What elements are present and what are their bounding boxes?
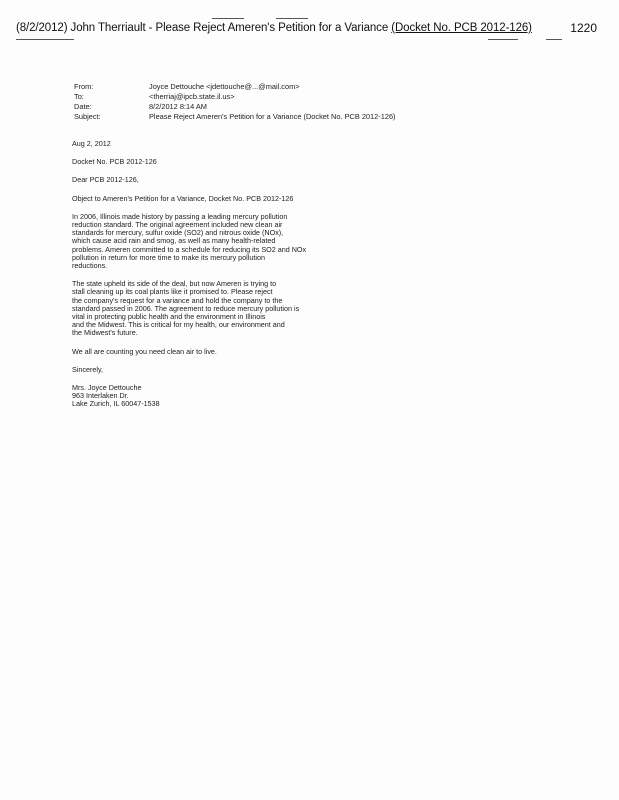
header-date: (8/2/2012) <box>16 22 68 34</box>
from-label: From: <box>74 82 94 91</box>
paragraph-2 <box>72 280 342 337</box>
paragraph-line: pollution in return for more time to make its mercury pollution <box>72 252 265 262</box>
header-docket: (Docket No. PCB 2012-126) <box>391 22 532 34</box>
header-rule <box>276 18 308 19</box>
date-label: Date: <box>74 102 92 111</box>
header-author: John Therriault <box>70 22 146 34</box>
paragraph-line: the Midwest's future. <box>72 328 138 338</box>
paragraph-line: The state upheld its side of the deal, but now Ameren is trying to <box>72 279 277 289</box>
header-separator: - <box>148 22 153 34</box>
page-number: 1220 <box>570 21 597 35</box>
from-value: Joyce Dettouche <jdettouche@...@mail.com> <box>149 82 300 91</box>
subject-label: Subject: <box>74 112 101 121</box>
paragraph-line: reduction standard. The original agreement included new clean air <box>72 220 283 230</box>
email-meta <box>74 82 396 122</box>
email-body <box>72 140 342 419</box>
header-rule <box>546 39 562 40</box>
subject-value: Please Reject Ameren's Petition for a Variance (Docket No. PCB 2012-126) <box>149 112 396 121</box>
paragraph-3: We all are counting you need clean air to live. <box>72 346 217 356</box>
signature-block <box>72 384 342 409</box>
body-recipient-line: Dear PCB 2012-126, <box>72 175 139 185</box>
paragraph-line: problems. Ameren committed to a schedule for reducing its SO2 and NOx <box>72 244 307 254</box>
paragraph-line: stall cleaning up its coal plants like it promised to. Please reject <box>72 287 273 297</box>
date-value: 8/2/2012 8:14 AM <box>149 102 207 111</box>
paragraph-line: reductions. <box>72 261 108 271</box>
body-docket-line: Docket No. PCB 2012-126 <box>72 157 157 167</box>
paragraph-line: and the Midwest. This is critical for my health, our environment and <box>72 320 285 330</box>
paragraph-1 <box>72 213 342 270</box>
body-date-line: Aug 2, 2012 <box>72 139 111 148</box>
paragraph-line: the company's request for a variance and hold the company to the <box>72 295 283 305</box>
paragraph-line: standard passed in 2006. The agreement to reduce mercury pollution is <box>72 303 300 313</box>
signature-city: Lake Zurich, IL 60047-1538 <box>72 399 160 409</box>
closing: Sincerely, <box>72 364 104 374</box>
signature-street: 963 Interlaken Dr. <box>72 391 129 401</box>
meta-row-to <box>74 92 396 102</box>
paragraph-line: which cause acid rain and smog, as well as many health-related <box>72 236 276 246</box>
signature-name: Mrs. Joyce Dettouche <box>72 383 142 393</box>
meta-row-subject <box>74 112 396 122</box>
body-re-line: Object to Ameren's Petition for a Variance, Docket No. PCB 2012-126 <box>72 193 294 203</box>
meta-row-date <box>74 102 396 112</box>
paragraph-line: standards for mercury, sulfur oxide (SO2) and nitrous oxide (NOx), <box>72 228 284 238</box>
to-value: <therriaj@ipcb.state.il.us> <box>149 92 235 101</box>
paragraph-line: vital in protecting public health and the environment in Illinois <box>72 312 266 322</box>
header-rule <box>16 39 74 40</box>
paragraph-line: In 2006, Illinois made history by passing a leading mercury pollution <box>72 211 288 221</box>
meta-row-from <box>74 82 396 92</box>
header-subject: Please Reject Ameren's Petition for a Variance <box>155 22 389 34</box>
header-rule <box>212 18 244 19</box>
header-rule <box>488 39 518 40</box>
to-label: To: <box>74 92 84 101</box>
document-header <box>16 22 532 34</box>
